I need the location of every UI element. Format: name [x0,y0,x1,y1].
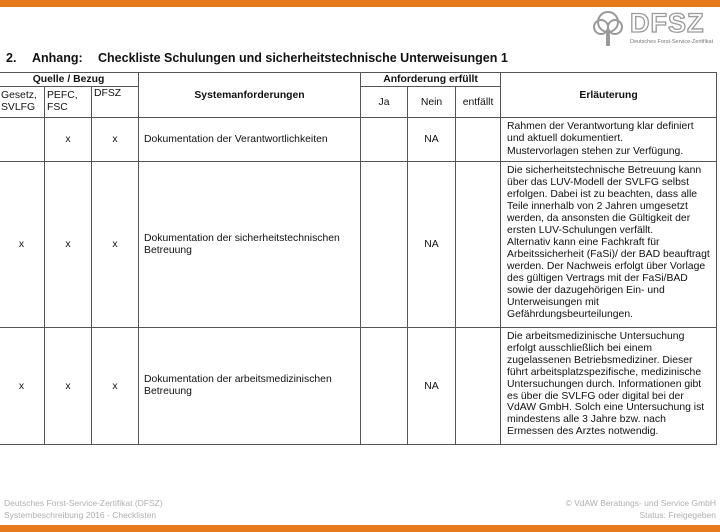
page-title [6,51,508,65]
footer-copyright: © VdAW Beratungs- und Service GmbH [565,498,716,508]
logo-subtitle: Deutsches Forst-Service-Zertifikat [630,39,714,45]
header-nein: Nein [408,87,456,118]
cell-erlaeuterung [501,118,717,162]
erlaeuterung-text: Die sicherheitstechnische Betreuung kann über das LUV-Modell der SVLFG selbst erfolgen. Dabei ist zu beachten, dass alle Teile innerhalb von 2 Jahren umgesetzt werden, da ansonsten die Gültigkeit der ersten LUV-Schulungen verfällt. [507,165,702,236]
cell-system: Dokumentation der sicherheitstechnischen Betreuung [139,162,361,328]
table-row [0,118,717,162]
cell-gesetz: x [0,328,45,445]
section-label: Anhang: [32,51,83,65]
cell-dfsz: x [92,118,139,162]
dfsz-logo [590,8,718,48]
section-number: 2. [6,51,17,65]
header-entfaellt: entfällt [456,87,501,118]
cell-ja [361,328,408,445]
cell-pefc: x [45,162,92,328]
erlaeuterung-text: Die arbeitsmedizinische Untersuchung erfolgt ausschließlich bei einem zugelassenen Betriebsmediziner. Dieser führt arbeitsplatzspezifische, medizinische Untersuchungen durch. Informationen gibt es über die SVLFG oder digital bei der VdAW GmbH. Solch eine Untersuchung ist mindestens alle 3 Jahre bzw. nach Ermessen des Arztes notwendig. [507,331,705,438]
header-pefc: PEFC, FSC [45,87,92,118]
cell-entfaellt [456,328,501,445]
logo-name: DFSZ [630,8,705,38]
top-border [0,0,720,7]
cell-dfsz: x [92,162,139,328]
erlaeuterung-text: Alternativ kann eine Fachkraft für Arbeitssicherheit (FaSi)/ der BAD beauftragt werden. Der Nachweis erfolgt über Vorlage des gültigen Vertrags mit der FaSi/BAD sowie der dazugehörigen Ein- und Unterweisungen mit Gefährdungsbeurteilungen. [507,237,710,320]
cell-dfsz: x [92,328,139,445]
footer-right [565,497,716,521]
cell-ja [361,118,408,162]
header-erlaeuterung: Erläuterung [501,73,717,118]
erlaeuterung-text: Mustervorlagen stehen zur Verfügung. [507,145,684,157]
cell-system: Dokumentation der Verantwortlichkeiten [139,118,361,162]
header-dfsz: DFSZ [92,87,139,118]
header-requirement-group: Anforderung erfüllt [361,73,501,87]
table-row [0,328,717,445]
table-row [0,162,717,328]
cell-gesetz [0,118,45,162]
section-title: Checkliste Schulungen und sicherheitstechnische Unterweisungen 1 [98,51,508,65]
cell-system: Dokumentation der arbeitsmedizinischen Betreuung [139,328,361,445]
checklist-table [0,72,717,445]
cell-entfaellt [456,118,501,162]
footer-status: Status: Freigegeben [639,510,716,520]
header-system: Systemanforderungen [139,73,361,118]
cell-entfaellt [456,162,501,328]
tree-icon [590,10,626,48]
footer-certificate: Deutsches Forst-Service-Zertifikat (DFSZ) [4,498,163,508]
cell-pefc: x [45,118,92,162]
header-source-group: Quelle / Bezug [0,73,139,87]
header-ja: Ja [361,87,408,118]
cell-nein: NA [408,118,456,162]
bottom-border [0,525,720,532]
header-gesetz: Gesetz, SVLFG [0,87,45,118]
cell-erlaeuterung [501,328,717,445]
footer-description: Systembeschreibung 2016 - Checklisten [4,510,157,520]
cell-nein: NA [408,328,456,445]
cell-gesetz: x [0,162,45,328]
cell-ja [361,162,408,328]
cell-erlaeuterung [501,162,717,328]
footer-left [4,497,163,521]
cell-nein: NA [408,162,456,328]
erlaeuterung-text: Rahmen der Verantwortung klar definiert und aktuell dokumentiert. [507,121,694,144]
cell-pefc: x [45,328,92,445]
